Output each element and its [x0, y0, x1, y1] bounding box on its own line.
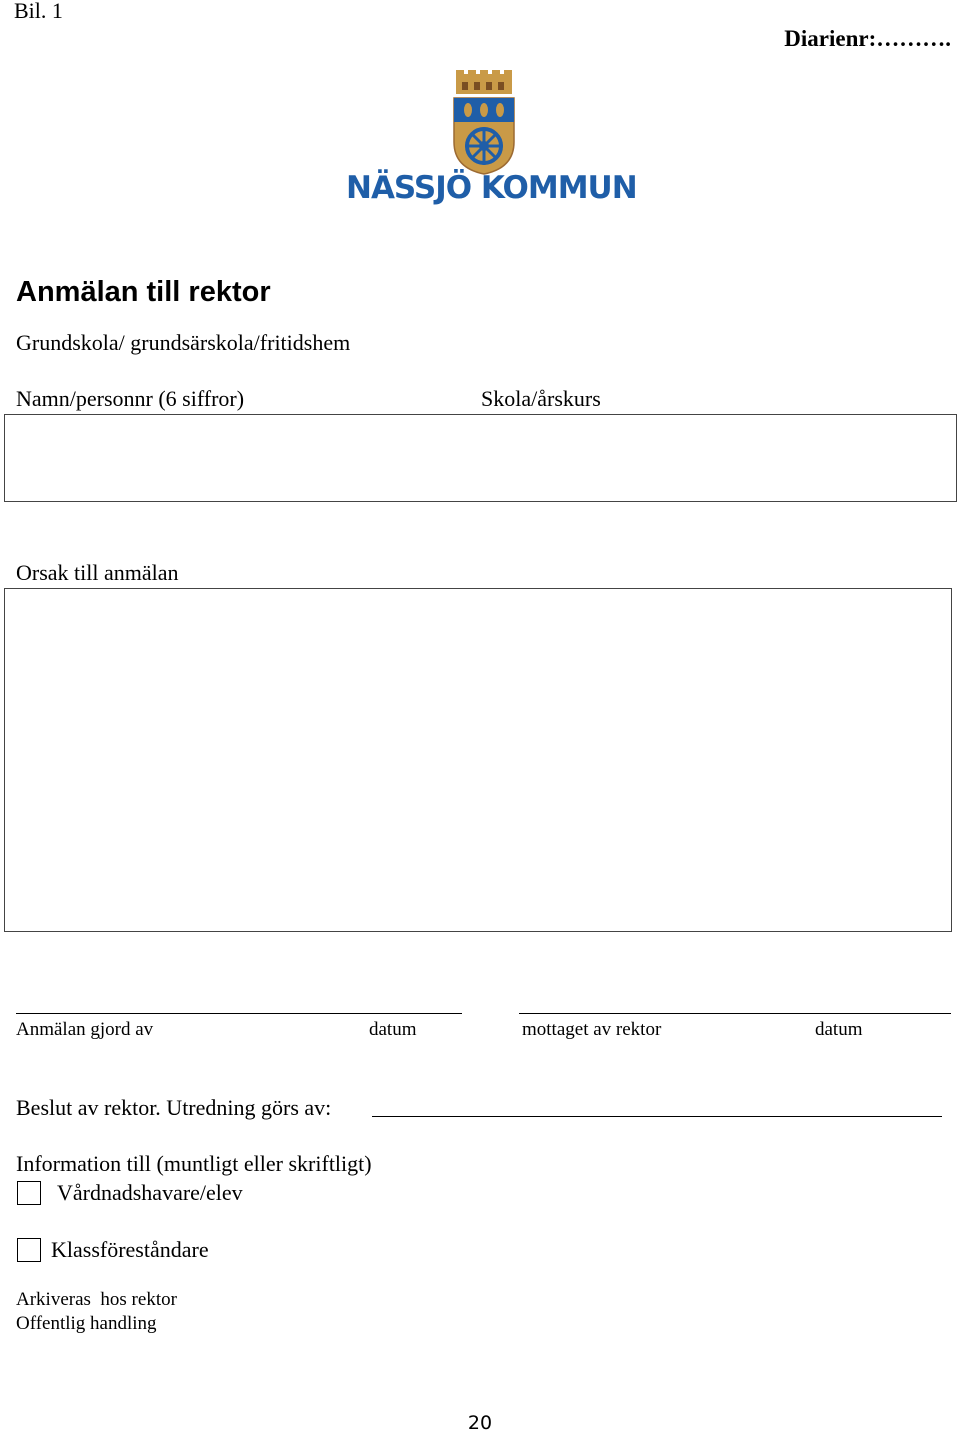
signature-line-reporter[interactable] [16, 1013, 462, 1014]
date-label-reporter: datum [369, 1019, 417, 1040]
class-teacher-checkbox-label: Klassföreståndare [51, 1237, 209, 1262]
municipality-logo [346, 70, 637, 210]
name-label: Namn/personnr (6 siffror) [16, 386, 245, 411]
received-by-label: mottaget av rektor [522, 1019, 662, 1040]
investigator-line[interactable] [372, 1116, 942, 1117]
class-teacher-checkbox[interactable] [17, 1238, 41, 1262]
logo-wordmark: NÄSSJÖ KOMMUN [346, 170, 637, 206]
attachment-label: Bil. 1 [14, 0, 63, 23]
information-label: Information till (muntligt eller skriftligt) [16, 1151, 372, 1176]
diarienr-label: Diarienr:………. [784, 26, 951, 51]
made-by-label: Anmälan gjord av [16, 1019, 154, 1040]
date-label-principal: datum [815, 1019, 863, 1040]
form-title: Anmälan till rektor [16, 276, 271, 308]
archive-note: Arkiveras hos rektor [16, 1289, 177, 1310]
reason-field[interactable] [4, 588, 952, 932]
public-record-note: Offentlig handling [16, 1313, 157, 1334]
school-label: Skola/årskurs [481, 386, 601, 411]
guardian-checkbox[interactable] [17, 1181, 41, 1205]
page-number: 20 [467, 1412, 493, 1434]
decision-label: Beslut av rektor. Utredning görs av: [16, 1095, 332, 1120]
form-subtitle: Grundskola/ grundsärskola/fritidshem [16, 330, 351, 355]
reason-label: Orsak till anmälan [16, 560, 179, 585]
signature-line-principal[interactable] [519, 1013, 951, 1014]
guardian-checkbox-label: Vårdnadshavare/elev [57, 1180, 243, 1205]
name-school-field[interactable] [4, 414, 957, 502]
